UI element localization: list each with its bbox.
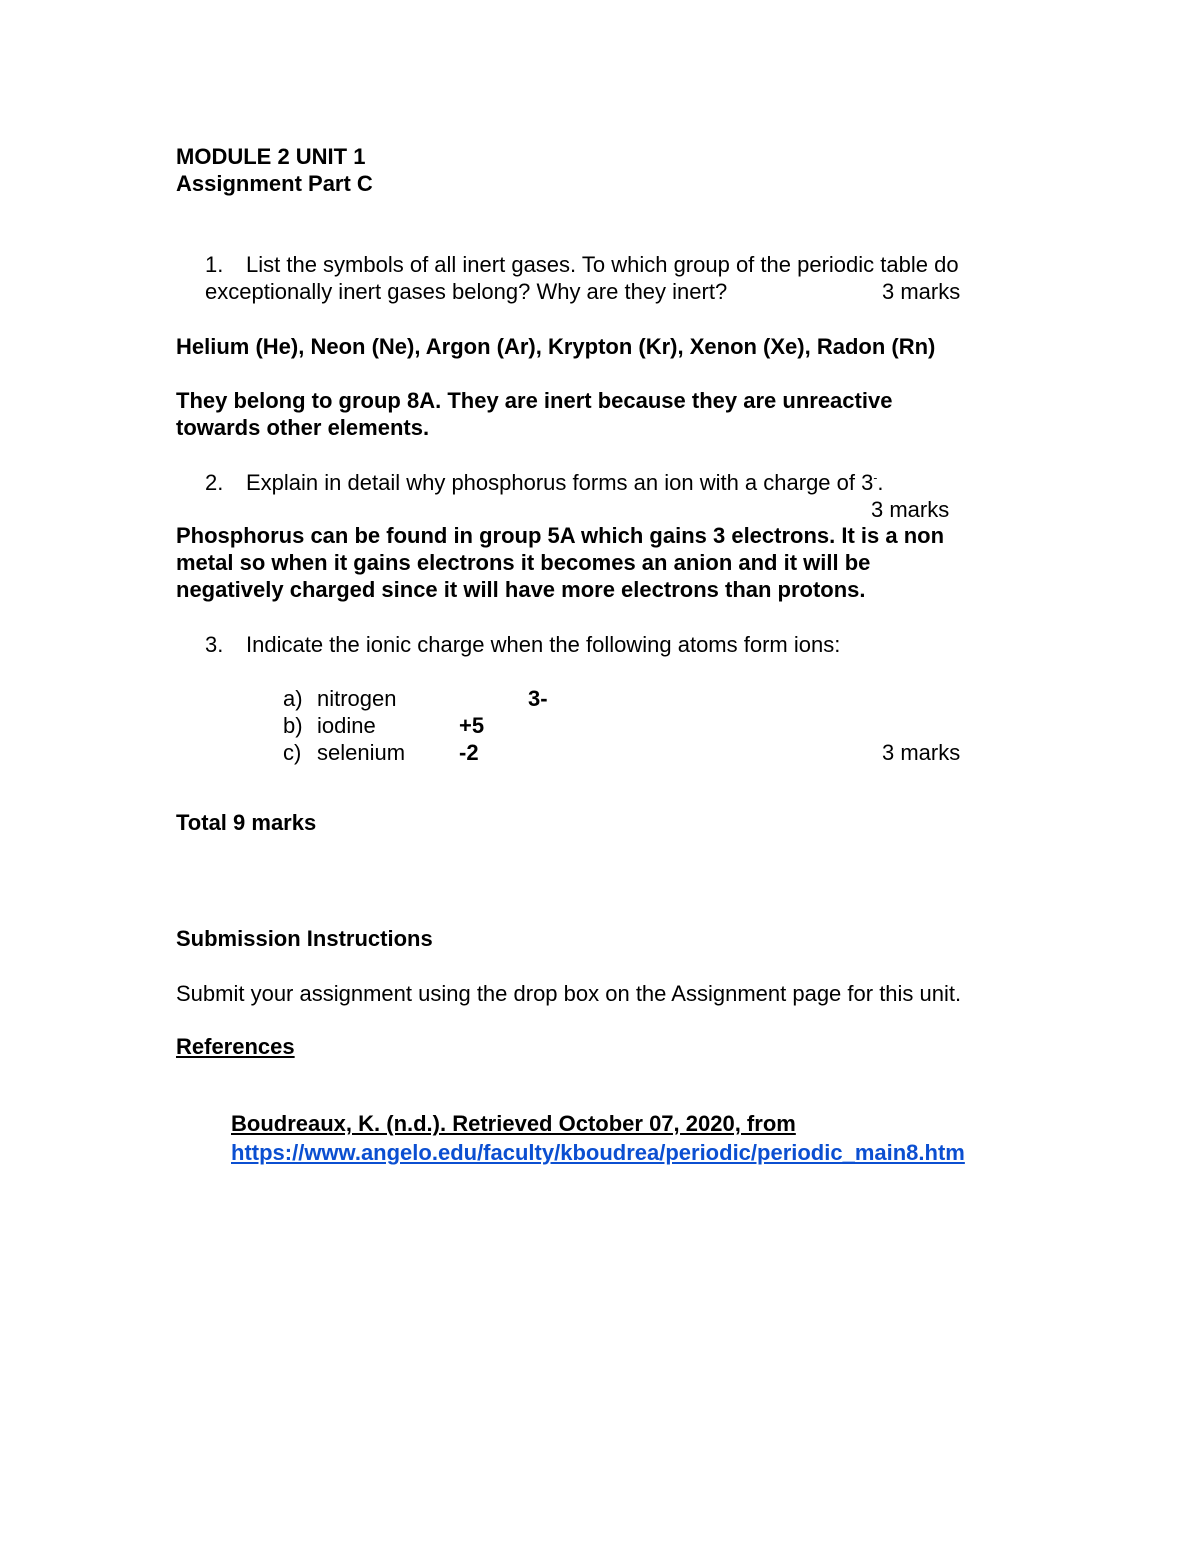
q2-text-end: .: [877, 470, 884, 495]
submission-heading: Submission Instructions: [176, 926, 433, 951]
q3-item-c-letter: c): [283, 740, 302, 765]
references-heading: References: [176, 1034, 295, 1059]
q2-number: 2.: [205, 470, 224, 495]
q2-answer-line3: negatively charged since it will have more electrons than protons.: [176, 577, 866, 602]
q2-superscript: -: [873, 470, 878, 485]
q3-item-b-letter: b): [283, 713, 303, 738]
module-title: MODULE 2 UNIT 1: [176, 144, 366, 169]
q2-answer-line1: Phosphorus can be found in group 5A which gains 3 electrons. It is a non: [176, 523, 945, 548]
q3-item-c-name: selenium: [317, 740, 406, 765]
q3-item-a-answer: 3-: [528, 686, 548, 711]
q2-text: [246, 469, 883, 496]
q3-item-b-answer: +5: [459, 713, 485, 738]
q3-item-b-name: iodine: [317, 713, 376, 738]
q1-text-line1: List the symbols of all inert gases. To which group of the periodic table do: [246, 252, 959, 277]
q1-answer-group-line1: They belong to group 8A. They are inert because they are unreactive: [176, 388, 893, 413]
reference-citation: Boudreaux, K. (n.d.). Retrieved October 07, 2020, from: [231, 1111, 796, 1136]
assignment-part-title: Assignment Part C: [176, 171, 373, 196]
q1-answer-group-line2: towards other elements.: [176, 415, 430, 440]
submission-text: Submit your assignment using the drop box on the Assignment page for this unit.: [176, 981, 962, 1006]
q2-answer-line2: metal so when it gains electrons it becomes an anion and it will be: [176, 550, 871, 575]
q3-text: Indicate the ionic charge when the following atoms form ions:: [246, 632, 841, 657]
q2-marks: 3 marks: [871, 497, 950, 522]
q3-marks: 3 marks: [882, 740, 961, 765]
q3-number: 3.: [205, 632, 224, 657]
q2-text-main: Explain in detail why phosphorus forms an ion with a charge of 3: [246, 470, 874, 495]
q1-answer-gases: Helium (He), Neon (Ne), Argon (Ar), Krypton (Kr), Xenon (Xe), Radon (Rn): [176, 334, 936, 359]
reference-url-link[interactable]: https://www.angelo.edu/faculty/kboudrea/periodic/periodic_main8.htm: [231, 1140, 965, 1165]
total-marks: Total 9 marks: [176, 810, 317, 835]
q3-item-c-answer: -2: [459, 740, 479, 765]
q1-marks: 3 marks: [882, 279, 961, 304]
q1-number: 1.: [205, 252, 224, 277]
q3-item-a-name: nitrogen: [317, 686, 397, 711]
q3-item-a-letter: a): [283, 686, 303, 711]
q1-text-line2: exceptionally inert gases belong? Why are they inert?: [205, 279, 728, 304]
